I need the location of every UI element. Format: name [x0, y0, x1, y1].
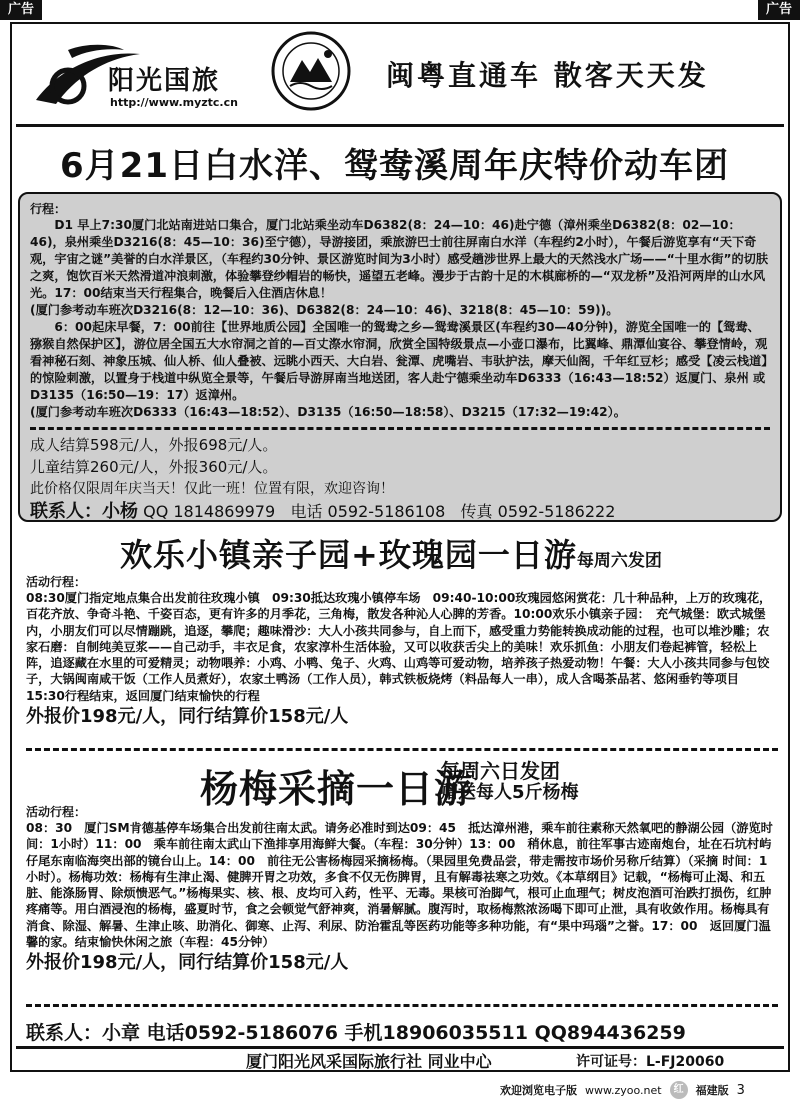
company-logo[interactable] [28, 38, 258, 118]
ad-label-left: 广告 [0, 0, 42, 20]
edition-bar [500, 1080, 745, 1100]
tour1-day2-trains: (厦门参考动车班次D6333（16:43—18:52）、D3135（16:50—18:58）、D3215（17:32—19:42）。 [30, 405, 626, 419]
tour3-price: 外报价198元/人，同行结算价158元/人 [26, 952, 349, 974]
ad-label-right: 广告 [758, 0, 800, 20]
bottom-contact[interactable]: 联系人：小章 电话0592-5186076 手机18906035511 QQ894436259 [26, 1022, 686, 1044]
agency-name: 厦门阳光风采国际旅行社 同业中心 [246, 1052, 492, 1071]
tour1-box [18, 192, 782, 522]
license-number: 许可证号：L-FJ20060 [576, 1054, 725, 1070]
tour2-section [26, 574, 778, 730]
tour1-title: 6月21日白水洋、鸳鸯溪周年庆特价动车团 [60, 146, 729, 186]
tour2-itinerary-label: 活动行程： [26, 575, 87, 589]
tour1-notice: 此价格仅限周年庆当天！仅此一班！位置有限，欢迎咨询！ [30, 481, 394, 497]
tour3-subtitle: 每周六日发团 [440, 759, 560, 783]
tour1-day1: D1 早上7:30厦门北站南进站口集合，厦门北站乘坐动车D6382(8：24—10：46)赴宁德（漳州乘坐D6382(8：02—10：46)，泉州乘坐D3216(8：45—10：36)至宁德），导游接团，乘旅游巴士前往屏南白水洋（车程约2小时），午餐后游览享有“天下奇观，宇宙之谜”美誉的白水洋景区，（车程约30分钟、景区游览时间为3小时）感受趟涉世界上最大的天然浅水广场——“十里水街”的切肤之爽，饱饮百米天然滑道冲浪刺激，体验攀登纱帽岩的畅快，遥望五老峰。漫步于古韵十足的木棋廊桥的—“双龙桥”及沿河两岸的山水风光。17：00结束当天行程集合，晚餐后入住酒店休息！ [30, 218, 769, 300]
edition-name: 福建版 [695, 1084, 729, 1097]
tour3-itinerary-label: 活动行程： [26, 805, 87, 819]
tour3-subtitle-block [440, 760, 579, 804]
tour1-contact [30, 500, 770, 524]
tour2-title: 欢乐小镇亲子园+玫瑰园一日游 [120, 536, 577, 574]
logo-name: 阳光国旅 [108, 66, 221, 96]
tour1-day1-trains: (厦门参考动车班次D3216(8：12—10：36)、D6382(8：24—10：46)、3218(8：45—10：59))。 [30, 303, 619, 317]
tour2-itinerary-text: 08:30厦门指定地点集合出发前往玫瑰小镇 09:30抵达玫瑰小镇停车场 09:40-10:00玫瑰园悠闲赏花：几十种品种，上万的玫瑰花，百花齐放、争奇斗艳、千姿百态，更有许多的月季花，三角梅，散发各种沁人心脾的芳香。10:00欢乐小镇亲子园： 充气城堡：欧式城堡内，小朋友们可以尽情蹦跳，追逐，攀爬；趣味滑沙：大人小孩共同参与，自上而下，感受重力势能转换成动能的过程，也可以堆沙雕；农家石磨：自制纯美豆浆——自己动手，丰衣足食，农家淳朴生活体验，又可以收获舌尖上的美味！欢乐抓鱼：小朋友们卷起裤管，轻松上阵，追逐藏在水里的可爱精灵；动物喂养：小鸡、小鸭、兔子、火鸡、山鸡等可爱动物，培养孩子热爱动物！午餐：大人小孩共同参与包饺子，大锅闽南咸干饭（工作人员煮好），农家土鸭汤（工作人员），韩式铁板烧烤（料品每人一串），成人含喝茶品茗、悠闲垂钓等项目 15:30行程结束，返回厦门结束愉快的行程 [26, 591, 772, 703]
logo-url[interactable]: http://www.myztc.cn [110, 96, 238, 109]
tour3-section [26, 804, 778, 976]
header [16, 24, 784, 120]
tour1-day2: 6：00起床早餐，7：00前往【世界地质公园】全国唯一的鸳鸯之乡—鸳鸯溪景区(车程约30—40分钟)，游览全国唯一的【鸳鸯、猕猴自然保护区】，游位居全国五大水帘洞之首的—百丈漈水帘洞，欣赏全国特级景点—小壶口瀑布，比翼峰、鼎潭仙宴谷、攀登情岭，观看神秘石刻、神象压城、仙人桥、仙人叠被、远眺小西天、大白岩、瓮潭、虎嘴岩、韦驮护法，摩天仙阁，千年红豆杉；感受【凌云栈道】的惊险刺激，以置身于栈道中纵览全景等，午餐后导游屏南当地送团，客人赴宁德乘坐动车D6333（16:43—18:52）返厦门、泉州 或D3135（16:50—19：17）返漳州。 [30, 320, 768, 402]
tour1-itinerary-label: 行程： [30, 202, 67, 216]
tour1-contact-qq[interactable]: QQ 1814869979 [143, 502, 276, 521]
dashed-divider [26, 748, 778, 751]
dashed-divider [30, 427, 770, 430]
header-divider [16, 124, 784, 127]
page-number: 3 [736, 1082, 745, 1098]
tour3-itinerary-text: 08：30 厦门SM肯德基停车场集合出发前往南太武。请务必准时到达09：45 抵达漳州港，乘车前往素称天然氧吧的静湖公园（游览时间：1小时）11：00 乘车前往南太武山下渔排享用海鲜大餐。（车程：30分钟）13：00 稍休息，前往军事古迹南炮台，址在石坑村屿仔尾东南临海突出部的镜台山上。14：00 前往无公害杨梅园采摘杨梅。（果园里免费品尝，带走需按市场价另称斤结算）（采摘 时间：1小时）。杨梅功效：杨梅有生津止渴、健脾开胃之功效，多食不仅无伤脾胃，且有解毒祛寒之功效。《本草纲目》记载，“杨梅可止渴、和五脏、能涤肠胃、除烦愦恶气。”杨梅果实、核、根、皮均可入药，性平、无毒。果核可治脚气，根可止血理气；树皮泡酒可治跌打损伤，红肿疼痛等。用白酒浸泡的杨梅，盛夏时节，食之会顿觉气舒神爽，消暑解腻。腹泻时，取杨梅熬浓汤喝下即可止泄，具有收敛作用。杨梅具有消食、除湿、解暑、生津止咳、助消化、御寒、止泻、利尿、防治霍乱等医药功能等多种功能，有“果中玛瑙”之誉。17：00 返回厦门温馨的家。结束愉快休闲之旅（车程：45分钟） [26, 821, 773, 950]
tour2-heading [120, 530, 662, 576]
welcome-text: 欢迎浏览电子版 [500, 1084, 577, 1097]
tour1-contact-phone[interactable]: 电话 0592-5186108 [290, 502, 446, 521]
dashed-divider [26, 1004, 778, 1007]
tour3-title: 杨梅采摘一日游 [200, 767, 474, 811]
association-seal-icon [270, 30, 352, 112]
tour1-contact-fax: 传真 0592-5186222 [460, 502, 616, 521]
footer [16, 1050, 784, 1074]
slogan: 闽粤直通车 散客天天发 [386, 59, 709, 92]
site-link[interactable]: www.zyoo.net [585, 1083, 662, 1097]
tour2-price: 外报价198元/人，同行结算价158元/人 [26, 706, 349, 728]
tour2-subtitle: 每周六发团 [576, 551, 662, 571]
tour1-child-price: 儿童结算260元/人，外报360元/人。 [30, 458, 278, 476]
footer-divider [16, 1046, 784, 1049]
tour1-adult-price: 成人结算598元/人，外报698元/人。 [30, 436, 278, 454]
tour1-contact-name: 联系人：小杨 [30, 501, 138, 522]
tour3-gift: 赠送每人5斤杨梅 [440, 782, 579, 803]
edition-badge-icon: 红 [670, 1081, 688, 1099]
